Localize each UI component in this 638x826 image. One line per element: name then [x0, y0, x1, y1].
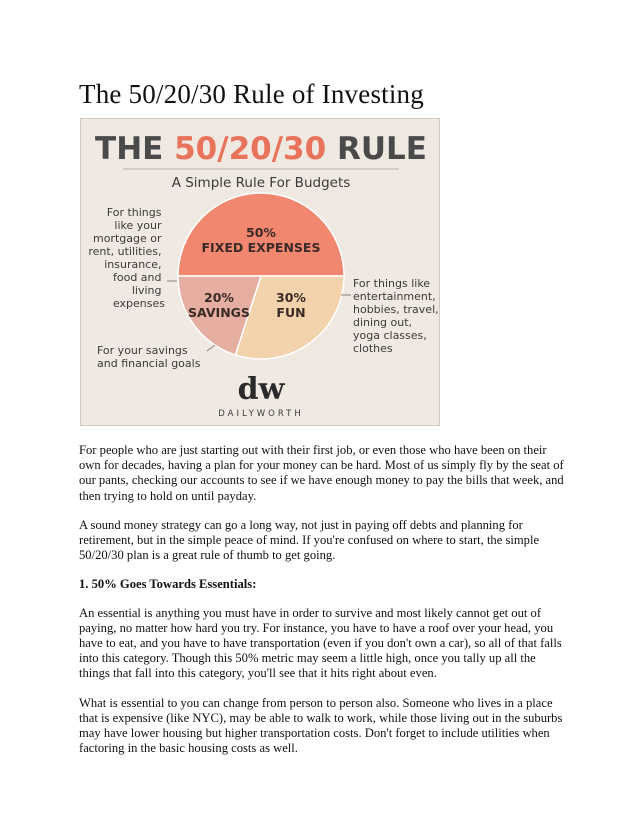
note-line: hobbies, travel, [353, 303, 439, 316]
slice-fixed-percent: 50% [246, 225, 276, 240]
note-line: rent, utilities, [88, 245, 162, 258]
infographic-heading [95, 131, 427, 167]
fun-note [353, 277, 441, 355]
note-line: living [131, 284, 162, 297]
essentials-paragraph: An essential is anything you must have in order to survive and most likely cannot get out of paying, no matter how hard you try. For instance, you have to have a roof over your head, you have to eat, and you have to have transportation (even if you don't own a car), so all of that falls into this category. Though this 50% metric may seem a little high, once you tally up all the things that fall into this category, you'll see that it hits right about even. [79, 605, 562, 681]
slice-fun-percent: 30% [276, 290, 306, 305]
note-line: clothes [353, 342, 393, 355]
note-line: food and [112, 271, 162, 284]
slice-fixed-label: FIXED EXPENSES [201, 240, 321, 255]
section-heading-essentials: 1. 50% Goes Towards Essentials: [79, 577, 257, 592]
note-line: For your savings [97, 344, 188, 357]
heading-segment: THE [95, 131, 175, 167]
dailyworth-logo-text: DAILYWORTH [218, 409, 304, 419]
note-line: dining out, [353, 316, 413, 329]
savings-note [97, 344, 201, 370]
infographic-canvas [81, 119, 441, 427]
infographic-heading-text [95, 131, 427, 167]
heading-segment: 50/20/30 [174, 131, 327, 167]
note-line: and financial goals [97, 357, 201, 370]
note-line: expenses [112, 297, 165, 310]
intro-paragraph: For people who are just starting out with their first job, or even those who have been on their own for decades, having a plan for your money can be hard. Most of us simply fly by the seat of our pants, checking our accounts to see if we have enough money to pay the bills that week, and then trying to hold on until payday. [79, 443, 564, 503]
budget-rule-infographic [80, 118, 440, 426]
savings-note-connector [207, 345, 215, 351]
note-line: like your [114, 219, 162, 232]
dailyworth-logo-mark: dw [237, 372, 285, 407]
infographic-subheading: A Simple Rule For Budgets [171, 175, 351, 191]
budget-pie-chart [178, 193, 344, 359]
note-line: mortgage or [92, 232, 162, 245]
slice-fun-label: FUN [276, 305, 306, 320]
article-body [79, 443, 569, 770]
note-line: For things like [353, 277, 431, 290]
fixed-expenses-note [88, 206, 165, 310]
note-line: entertainment, [353, 290, 436, 303]
slice-savings-percent: 20% [204, 290, 234, 305]
page-title: The 50/20/30 Rule of Investing [79, 79, 424, 109]
heading-segment: RULE [326, 131, 427, 167]
strategy-paragraph: A sound money strategy can go a long way, not just in paying off debts and planning for retirement, but in the simple peace of mind. If you're confused on where to start, the simple 50/20/30 plan is a great rule of thumb to get going. [79, 517, 540, 563]
note-line: For things [106, 206, 162, 219]
note-line: insurance, [104, 258, 162, 271]
slice-savings-label: SAVINGS [188, 305, 250, 320]
variation-paragraph: What is essential to you can change from person to person also. Someone who lives in a place that is expensive (like NYC), may be able to walk to work, while those living out in the suburbs may have lower housing but higher transportation costs. Don't forget to include utilities when factoring in the basic housing costs as well. [79, 695, 563, 756]
note-line: yoga classes, [353, 329, 427, 342]
